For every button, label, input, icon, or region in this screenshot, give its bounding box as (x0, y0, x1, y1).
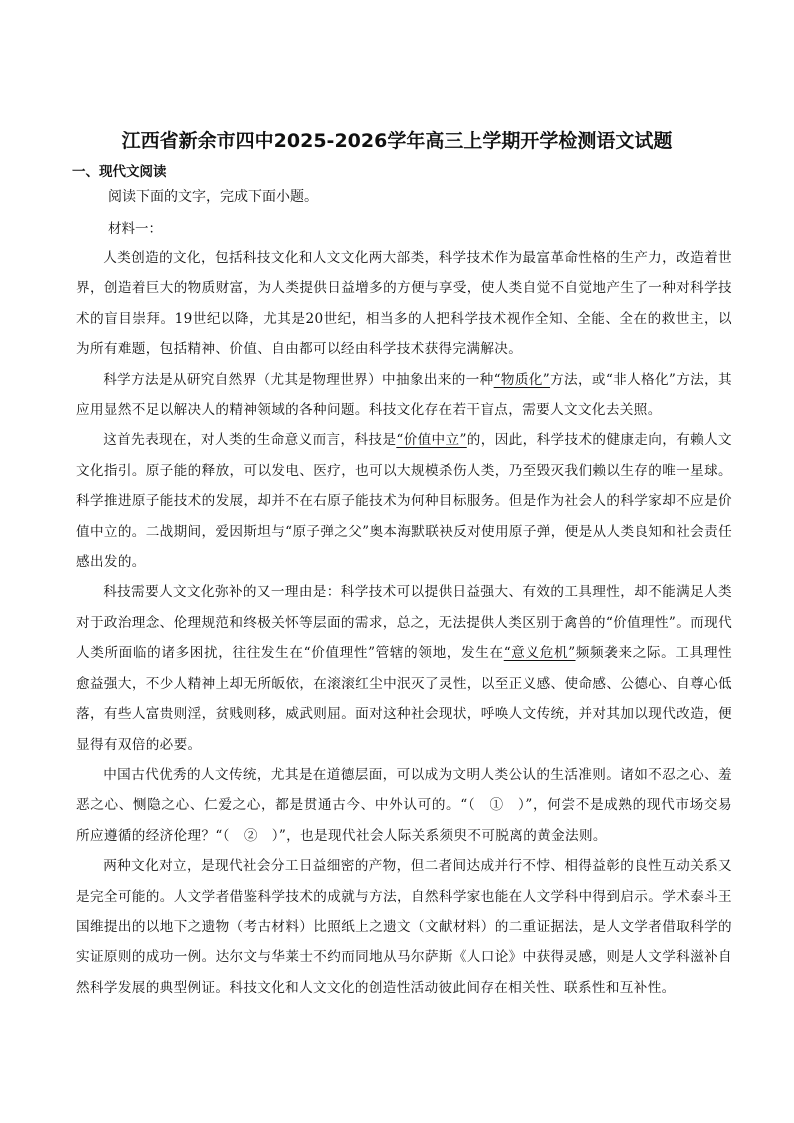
material-label: 材料一： (108, 221, 162, 237)
paragraph-4-text-a: 科技需要人文文化弥补的又一理由是：科学技术可以提供日益强大、有效的工具理性，却不能满足人类对于政治理念、伦理规范和终极关怀等层面的需求，总之，无法提供人类区别于禽兽的“价值理性”。而现代人类所面临的诸多困扰，往往发生在“价值理性”管辖的领地，发生在 (76, 584, 733, 662)
reading-instruction: 阅读下面的文字，完成下面小题。 (108, 189, 318, 205)
paragraph-4-text-b: 频频袭来之际。工具理性愈益强大，不少人精神上却无所皈依，在滚滚红尘中泯灭了灵性，以至正义感、使命感、公德心、自尊心低落，有些人富贵则淫，贫贱则移，威武则屈。面对这种社会现状，呼唤人文传统，并对其加以现代改造，便显得有双倍的必要。 (76, 645, 733, 753)
paragraph-1 (76, 243, 732, 365)
underlined-term-jiazhizhongli: “价值中立” (396, 432, 467, 449)
section-heading: 一、现代文阅读 (72, 164, 167, 180)
material-body (76, 243, 732, 1003)
paragraph-6 (76, 851, 732, 1003)
paragraph-2-text-a: 科学方法是从研究自然界（尤其是物理世界）中抽象出来的一种 (103, 371, 494, 388)
paragraph-6-text: 两种文化对立，是现代社会分工日益细密的产物，但二者间达成并行不悖、相得益彰的良性互动关系又是完全可能的。人文学者借鉴科学技术的成就与方法，自然科学家也能在人文学科中得到启示。学术泰斗王国维提出的以地下之遗物（考古材料）比照纸上之遗文（文献材料）的二重证据法，是人文学者借取科学的实证原则的成功一例。达尔文与华莱士不约而同地从马尔萨斯《人口论》中获得灵感，则是人文学科滋补自然科学发展的典型例证。科技文化和人文文化的创造性活动彼此间存在相关性、联系性和互补性。 (76, 858, 732, 996)
paragraph-4 (76, 577, 732, 759)
page-title: 江西省新余市四中2025-2026学年高三上学期开学检测语文试题 (121, 130, 673, 152)
paragraph-5 (76, 760, 732, 851)
paragraph-2-text-b: 方法，或“非人格化”方法，其应用显然不足以解决人的精神领域的各种问题。科技文化存在若干盲点，需要人文文化去关照。 (76, 371, 732, 419)
paragraph-3-text-b: 的，因此，科学技术的健康走向，有赖人文文化指引。原子能的释放，可以发电、医疗，也可以大规模杀伤人类，乃至毁灭我们赖以生存的唯一星球。科学推进原子能技术的发展，却并不在右原子能技术为何种目标服务。但是作为社会人的科学家却不应是价值中立的。二战期间，爱因斯坦与“原子弹之父”奥本海默联袂反对使用原子弹，便是从人类良知和社会责任感出发的。 (76, 432, 733, 571)
paragraph-3-text-a: 这首先表现在，对人类的生命意义而言，科技是 (103, 432, 397, 449)
paragraph-2 (76, 365, 732, 426)
underlined-term-yiyiweiji: “意义危机” (503, 645, 576, 662)
paragraph-3 (76, 425, 732, 577)
paragraph-5-text: 中国古代优秀的人文传统，尤其是在道德层面，可以成为文明人类公认的生活准则。诸如不忍之心、羞恶之心、恻隐之心、仁爱之心，都是贯通古今、中外认可的。“（ ① ）”，何尝不是成熟的现代市场交易所应遵循的经济伦理？“（ ② ）”，也是现代社会人际关系须臾不可脱离的黄金法则。 (76, 766, 732, 844)
paragraph-1-text: 人类创造的文化，包括科技文化和人文文化两大部类，科学技术作为最富革命性格的生产力，改造着世界，创造着巨大的物质财富，为人类提供日益增多的方便与享受，使人类自觉不自觉地产生了一种对科学技术的盲目崇拜。19世纪以降，尤其是20世纪，相当多的人把科学技术视作全知、全能、全在的救世主，以为所有难题，包括精神、价值、自由都可以经由科学技术获得完满解决。 (76, 250, 732, 358)
underlined-term-wuzhihua: “物质化” (493, 371, 551, 388)
